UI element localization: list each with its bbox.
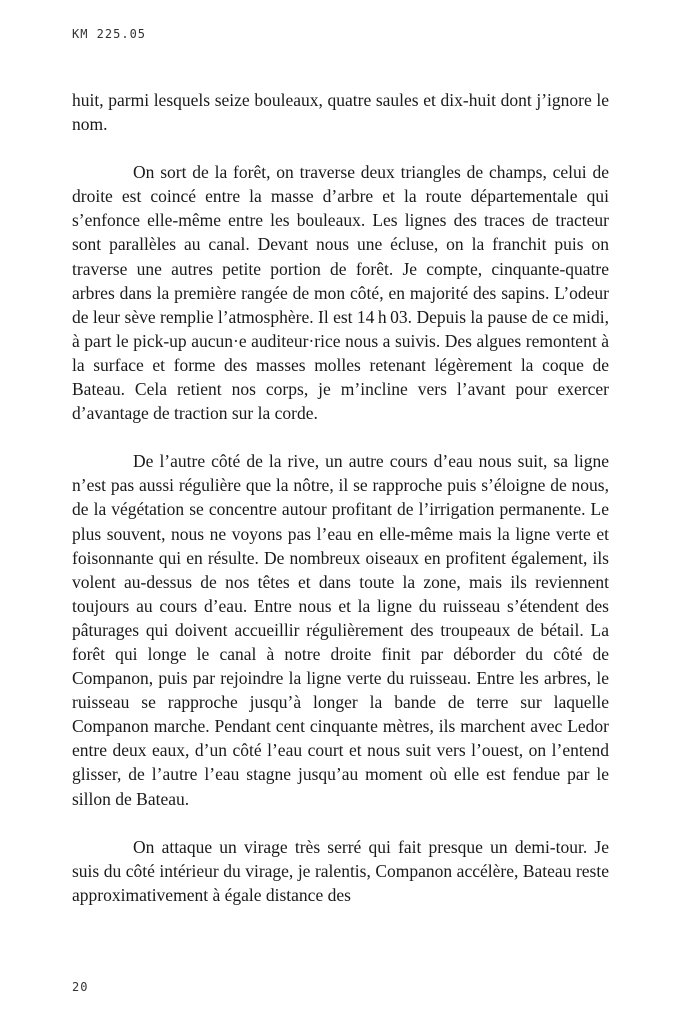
paragraph-1: huit, parmi lesquels seize bouleaux, quatre saules et dix-huit dont j’ignore le nom. xyxy=(72,90,609,135)
paragraph-4: On attaque un virage très serré qui fait presque un demi-tour. Je suis du côté intérieur du virage, je ralentis, Companon accélère, Bateau reste approximativement à égale distance des xyxy=(72,836,609,905)
page-number: 20 xyxy=(72,980,89,994)
paragraph-3: De l’autre côté de la rive, un autre cours d’eau nous suit, sa ligne n’est pas aussi régulière que la nôtre, il se rapproche puis s’éloigne de nous, de la végétation se concentre autour profitant de l’irrigation permanente. Le plus souvent, nous ne voyons pas l’eau en elle-même mais la ligne verte et foisonnante qui en résulte. De nombreux oiseaux en profitent également, ils volent au-dessus de nos têtes et dans toute la zone, mais ils reviennent toujours au cours d’eau. Entre nous et la ligne du ruisseau s’étendent des pâturages qui doivent accueillir régulièrement des troupeaux de bétail. La forêt qui longe le canal à notre droite finit par déborder du côté de Companon, puis par rejoindre la ligne verte du ruisseau. Entre les arbres, le ruisseau se rapproche jusqu’à longer la bande de terre sur laquelle Companon marche. Pendant cent cinquante mètres, ils marchent avec Ledor entre deux eaux, d’un côté l’eau court et nous suit vers l’ouest, on l’entend glisser, de l’autre l’eau stagne jusqu’au moment où elle est fendue par le sillon de Bateau. xyxy=(72,451,609,809)
paragraph-2: On sort de la forêt, on traverse deux triangles de champs, celui de droite est coincé entre la masse d’arbre et la route départementale qui s’enfonce elle-même entre les bouleaux. Les lignes des traces de tracteur sont parallèles au canal. Devant nous une écluse, on la franchit puis on traverse une autres petite portion de forêt. Je compte, cinquante-quatre arbres dans la première rangée de mon côté, en majorité des sapins. L’odeur de leur sève remplie l’atmosphère. Il est 14 h 03. Depuis la pause de ce midi, à part le pick-up aucun·e auditeur·rice nous a suivis. Des algues remontent à la surface et forme des masses molles retenant légèrement la coque de Bateau. Cela retient nos corps, je m’incline vers l’avant pour exercer d’avantage de traction sur la corde. xyxy=(72,162,609,424)
running-head: KM 225.05 xyxy=(72,27,147,41)
body-text xyxy=(72,88,609,931)
